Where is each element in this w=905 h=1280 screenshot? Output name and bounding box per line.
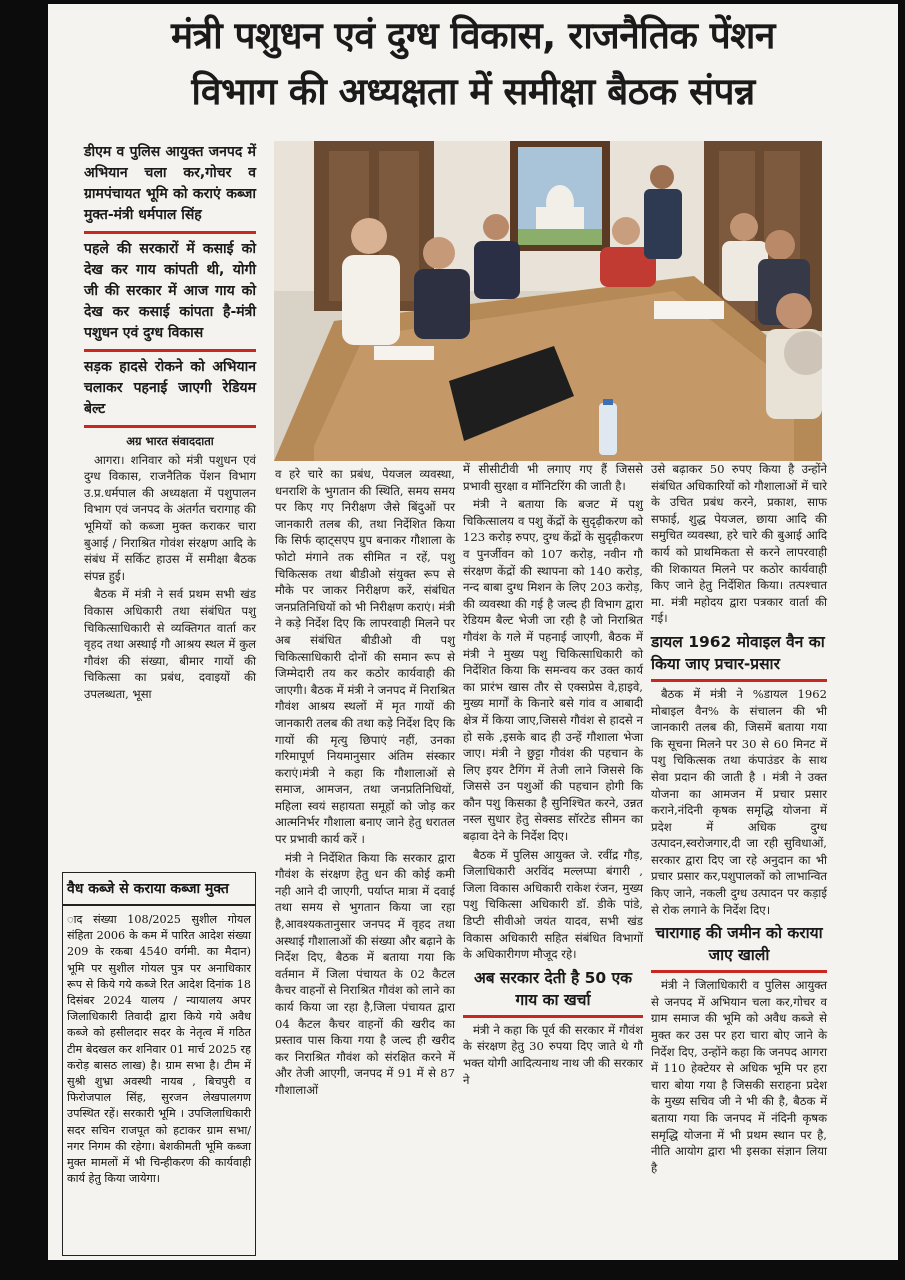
article-paragraph: मंत्री ने जिलाधिकारी व पुलिस आयुक्त से जनपद में अभियान चला कर,गोचर व ग्राम समाज की भूमि को अवैध कब्जे से मुक्त कर उस पर हरा चारा बोए जाने के निर्देश दिए, उन्होंने कहा कि जनपद आगरा में 110 हेक्टेयर से अधिक भूमि पर हरा चारा बोया गया है जिसकी सराहना प्रदेश के मुख्य सचिव जी ने भी की है, बैठक में बताया गया कि जनपद में नंदिनी कृषक समृद्धि योजना में भी प्रथम स्थान पर है, नीति आयोग द्वारा भी इसका संज्ञान लिया है	[651, 978, 827, 1175]
side-story-clipping	[62, 872, 256, 1256]
column-4	[651, 461, 827, 1178]
article-paragraph: उसे बढ़ाकर 50 रुपए किया है उन्होंने संबंधित अधिकारियों को गौशालाओं में चारे के उचित प्रबंध करने, प्रकाश, साफ सफाई, शुद्ध पेयजल, छाया आदि की समुचित व्यवस्था, हरे चारे की बुआई आदि कार्य को प्राथमिकता से करने लापरवाही की शिकायत मिलने पर कठोर कार्यवाही किए जाने हेतु निर्देशित किया। तत्पश्चात मा. मंत्री महोदय द्वारा पत्रकार वार्ता की गई।	[651, 462, 827, 626]
meeting-photo-image	[274, 141, 822, 461]
side-story-headline: वैध कब्जे से कराया कब्जा मुक्त	[63, 873, 255, 906]
article-paragraph: बैठक में मंत्री ने %डायल 1962 मोबाइल वैन% के संचालन की भी जानकारी तलब की, जिसमें बताया गया कि सूचना मिलने पर 30 से 60 मिनट में पशु चिकित्सक तथा कंपाउंडर के साथ सेवा प्रदान की जाती है । मंत्री ने उक्त योजना का आमजन में प्रचार प्रसार कराने,नंदिनी कृषक समृद्धि योजना में प्रदेश में अधिक दुग्ध उत्पादन,स्वरोजगार,दी जा रही सुविधाओं, सरकार द्वारा दिए जा रहे अनुदान का भी प्रचार प्रसार कर,पशुपालकों को लाभान्वित किए जाने, नकली दुग्ध उत्पादन पर कड़ाई से रोक लगाने के निर्देश दिए।	[651, 686, 827, 917]
article-paragraph: मंत्री ने निर्देशित किया कि सरकार द्वारा गौवंश के संरक्षण हेतु धन की कोई कमी नही आने दी जाएगी, पर्याप्त मात्रा में दवाई तथा समय से भुगतान किया जा रहा है,आवश्यकतानुसार जनपद में वृहद तथा अस्थाई गौशालाओं की संख्या और बढ़ाने के निर्देश दिए, बैठक में बताया गया कि वर्तमान में जिला पंचायत के 02 कैटल कैचर वाहनों से निराश्रित गौवंश को लाने का कार्य किया जा रहा है,जिला पंचायत द्वारा 04 कैटल कैचर वाहनों की खरीद का प्रस्ताव पास किया गया है जल्द ही खरीद कर निराश्रित गौवंश को संरक्षित करने में और तेजी आएगी, जनपद में 91 में से 87 गौशालाओं	[275, 850, 455, 1097]
column-2	[275, 466, 455, 1101]
box-heading-pasture: चारागाह की जमीन को कराया जाए खाली	[655, 924, 823, 965]
article-paragraph: मंत्री ने बताया कि बजट में पशु चिकित्सालय व पशु केंद्रों के सुदृढ़ीकरण को 123 करोड़ रुपए, दुग्ध केंद्रों के सुदृढ़ीकरण व पुनर्जीवन को 107 करोड़, नवीन गौ संरक्षण केंद्रों की स्थापना को 140 करोड़, नन्द बाबा दुग्ध मिशन के लिए 203 करोड़, की व्यवस्था की गई है जल्द ही विभाग द्वारा रेडियम बैल्ट भेजी जा रही है जो निराश्रित गौवंश के गले में पहनाई जाएगी, बैठक में मंत्री ने मुख्य पशु चिकित्साधिकारी को निर्देशित किया कि समन्वय कर उक्त कार्य का प्रारंभ खास तौर से एक्सप्रेस वे,हाइवे, मुख्य मार्गों के किनारे बसे गांव व आबादी क्षेत्र में किया जाए,जिससे गौवंश से हादसे न हो सके ,इसके बाद ही उन्हें गौशाला भेजा जाए। मंत्री ने छुट्टा गौवंश की पहचान के लिए इयर टैगिंग में तेजी लाने जिससे कि जिससे उन पशुओं की पहचान होगी कि कौन पशु किसका है सुनिश्चित करने, उन्नत नस्ल सुधार हेतु सेक्सड सॉरटेड सीमन का बढ़ावा देने के निर्देश दिए।	[463, 497, 643, 844]
article-paragraph: बैठक में पुलिस आयुक्त जे. रवींद्र गौड़, जिलाधिकारी अरविंद मल्लप्पा बंगारी , जिला विकास अधिकारी राकेश रंजन, मुख्य पशु चिकित्सा अधिकारी डॉ. डीके पांडे, डिप्टी सीवीओ जयंत यादव, सभी खंड विकास अधिकारी सहित संबंधित विभागों के अधिकारीगण मौजूद रहे।	[463, 847, 643, 962]
subhead-1: डीएम व पुलिस आयुक्त जनपद में अभियान चला कर,गोचर व ग्रामपंचायत भूमि को कराएं कब्जा मुक्त-मंत्री धर्मपाल सिंह	[84, 144, 256, 223]
subhead-3: सड़क हादसे रोकने को अभियान चलाकर पहनाई जाएगी रेडियम बेल्ट	[84, 359, 256, 417]
article-paragraph: बैठक में मंत्री ने सर्व प्रथम सभी खंड विकास अधिकारी तथा संबंधित पशु चिकित्साधिकारी से व्यक्तिगत वार्ता कर वृहद तथा अस्थाई गौ आश्रय स्थल में कुल गौवंश की संख्या, बीमार गायों की चिकित्सा का प्रबंध, दवाइयों की उपलब्धता, भूसा	[84, 587, 256, 701]
article-paragraph: मंत्री ने कहा कि पूर्व की सरकार में गौवंश के संरक्षण हेतु 30 रुपया दिए जाते थे गौ भक्त योगी आदित्यनाथ नाथ जी की सरकार ने	[463, 1022, 643, 1087]
meeting-photo	[274, 141, 822, 461]
headline	[48, 8, 898, 120]
column-3	[463, 461, 643, 1090]
box-heading-subsidy: अब सरकार देती है 50 एक गाय का खर्चा	[473, 968, 633, 1009]
newspaper-page	[48, 4, 898, 1260]
left-column	[84, 142, 256, 705]
divider	[463, 1015, 643, 1018]
divider	[84, 231, 256, 234]
box-heading-dial-1962: डायल 1962 मोवाइल वैन का किया जाए प्रचार-प्रसार	[651, 632, 825, 673]
divider	[84, 349, 256, 352]
headline-line-1: मंत्री पशुधन एवं दुग्ध विकास, राजनैतिक पेंशन	[171, 14, 775, 57]
side-story-body: ाद संख्या 108/2025 सुशील गोयल संहिता 2006 के कम में पारित आदेश संख्या 209 के रकबा 4540 वर्गमी. का मैदान) भूमि पर सुशील गोयल पुत्र पर अनाधिकार रूप से किये गये कब्जे रित आदेश दिनांक 18 दिसंबर 2024 यालय / न्यायालय अपर जिलाधिकारी तिवादी द्वारा किये गये अवैध कब्जे को हसीलदार सदर के नेतृत्व में गठित टीम बेदखल कर शनिवार 01 मार्च 2025 रह करोड़ बासठ लाख) है। ग्राम सभा है। टीम में सुश्री शुभ्रा अवस्थी नायब , बिचपुरी व फिरोजपाल सिंह, सुरजन लेखपालगण उपस्थित रहें। सरकारी भूमि । उपजिलाधिकारी सदर सचिन राजपूत को हटाकर ग्राम सभा/नगर निगम की रहेगा। बेशकीमती भूमि कब्जा मुक्त मामलों में भी चिन्हीकरण की कार्यवाही कार्य हेतु किया जायेगा।	[67, 913, 251, 1186]
headline-line-2: विभाग की अध्यक्षता में समीक्षा बैठक संपन्न	[191, 70, 755, 113]
divider	[84, 425, 256, 428]
divider	[651, 970, 827, 973]
byline: अग्र भारत संवाददाता	[126, 434, 214, 448]
article-paragraph: व हरे चारे का प्रबंध, पेयजल व्यवस्था, धनराशि के भुगतान की स्थिति, समय समय पर किए गए निरीक्षण जैसे बिंदुओं पर जानकारी तलब की, तथा निर्देशित किया कि सिर्फ व्हाट्सएप ग्रुप बनाकर गौशाला के फोटो मंगाने तक सीमित न रहें, पशु चिकित्सक तथा बीडीओ संयुक्त रूप से मौके पर जाकर निरीक्षण करें, संबंधित जनप्रतिनिधियों को भी निरीक्षण कराएं। मंत्री ने कड़े निर्देश दिए कि लापरवाही मिलने पर अब संबंधित बीडीओ वी पशु चिकित्साधिकारी दोनों की समान रूप से जिम्मेदारी तय कर कठोर कार्यवाही की जाएगी। बैठक में मंत्री ने जनपद में निराश्रित गौवंश आश्रय स्थलों में मृत गायों की जानकारी तलब की तथा कड़े निर्देश दिए कि गायों की मृत्यु छिपाएं नहीं, उनका गरिमापूर्ण नियमानुसार अंतिम संस्कार कराएं।मंत्री ने कहा कि गौशालाओं से समाज, आमजन, तथा जनप्रतिनिधियों, महिला स्वयं सहायता समूहों को जोड़ कर आत्मनिर्भर गौशाला बनाए जाने हेतु धरातल पर प्रभावी कार्य करें ।	[275, 467, 455, 847]
divider	[651, 679, 827, 682]
article-paragraph: आगरा। शनिवार को मंत्री पशुधन एवं दुग्ध विकास, राजनैतिक पेंशन विभाग उ.प्र.धर्मपाल की अध्यक्षता में पशुपालन विभाग एवं जनपद के अंतर्गत चरागाह की भूमियों को कब्जा मुक्त कराकर चारा बुआई / निराश्रित गोवंश संरक्षण आदि के संबंध में सर्किट हाउस में समीक्षा बैठक संपन्न हुई।	[84, 452, 256, 583]
subhead-2: पहले की सरकारों में कसाई को देख कर गाय कांपती थी, योगी जी की सरकार में आज गाय को देख कर कसाई कांपता है-मंत्री पशुधन एवं दुग्ध विकास	[84, 241, 256, 341]
article-paragraph: में सीसीटीवी भी लगाए गए हैं जिससे प्रभावी सुरक्षा व मॉनिटरिंग की जाती है।	[463, 462, 643, 493]
